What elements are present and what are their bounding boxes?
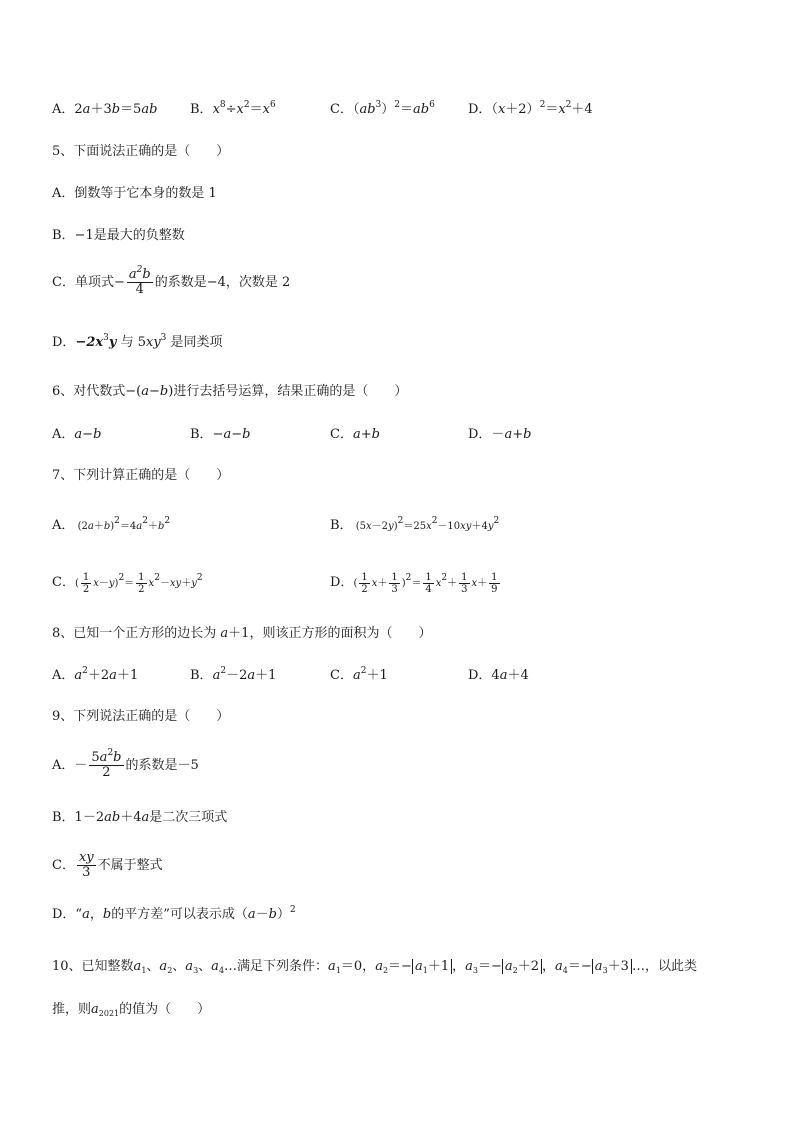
q9-option-a-suffix: 的系数是－5 bbox=[125, 758, 199, 773]
q6-option-d[interactable]: D．－a+b bbox=[468, 427, 532, 442]
q9-option-a[interactable] bbox=[52, 748, 199, 780]
q5-stem: 5、下面说法正确的是（ ） bbox=[52, 144, 230, 159]
q7-option-a[interactable]: A． $(2a+b)^2=4a^2+b^2$ bbox=[52, 516, 171, 533]
q6-option-a[interactable]: A．a−b bbox=[52, 427, 102, 442]
q4-option-a[interactable]: A．2a＋3b＝5ab bbox=[52, 102, 158, 117]
q9-option-c-denominator: 3 bbox=[82, 865, 91, 880]
q5-option-b[interactable]: B．−1是最大的负整数 bbox=[52, 228, 185, 243]
q10-line-1: 10、已知整数$a_1$、$a_2$、$a_3$、$a_4\dots$满足下列条件：$a_1=0$，$a_2=- a_1+1$ ，$a_3=- a_2+2$ ，$a_4=- a_3+3$ …，以此类 bbox=[52, 959, 697, 975]
q9-option-c-suffix: 不属于整式 bbox=[97, 858, 163, 873]
q5-option-c-numerator: $a^2b$ bbox=[128, 265, 151, 282]
q7-option-d[interactable]: D．( $\frac{1}{2}$ x＋ $\frac{1}{3}$ )$^2$＝ $\frac{1}{4}$ $x^2+$ $\frac{1}{3}$ x＋ $\frac{1}{9}$ bbox=[330, 572, 498, 595]
q6-option-b[interactable]: B．−a−b bbox=[190, 427, 251, 442]
q4-option-c[interactable]: C．$(ab^3)^2=ab^6$ bbox=[330, 100, 435, 117]
q9-option-a-prefix: A．－ bbox=[52, 758, 88, 773]
q9-option-d[interactable]: D．“a，b的平方差”可以表示成$(a-b)^2$ bbox=[52, 905, 296, 922]
q5-option-c-suffix: 的系数是−4，次数是 2 bbox=[154, 275, 291, 290]
q9-option-c[interactable] bbox=[52, 851, 163, 880]
q8-option-c[interactable]: C．$a^2+1$ bbox=[330, 666, 388, 683]
q8-option-a[interactable]: A．$a^2+2a+1$ bbox=[52, 666, 139, 683]
q9-stem: 9、下列说法正确的是（ ） bbox=[52, 709, 230, 724]
q9-option-c-numerator: xy bbox=[78, 850, 94, 865]
q9-option-b[interactable]: B．1－2ab＋4a是二次三项式 bbox=[52, 810, 228, 825]
q10-line-2: 推，则$a_{2021}$的值为（ ） bbox=[52, 1002, 211, 1018]
q9-option-c-prefix: C． bbox=[52, 858, 75, 873]
q9-option-c-fraction bbox=[77, 851, 96, 880]
q4-option-d[interactable]: D．$(x+2)^2=x^2+4$ bbox=[468, 100, 593, 117]
q5-option-c-fraction bbox=[127, 265, 153, 297]
q4-option-b[interactable]: B．$x^8\div x^2=x^6$ bbox=[190, 100, 276, 117]
q9-option-a-numerator: $5a^2b$ bbox=[91, 748, 122, 765]
q5-option-d[interactable]: D．$-2x^3y$ 与 $5xy^3$ 是同类项 bbox=[52, 333, 223, 350]
q9-option-a-denominator: 2 bbox=[102, 765, 111, 780]
q6-option-c[interactable]: C．a+b bbox=[330, 427, 380, 442]
q5-option-c-denominator: 4 bbox=[135, 282, 144, 297]
q8-stem: 8、已知一个正方形的边长为 a＋1，则该正方形的面积为（ ） bbox=[52, 626, 432, 641]
q9-option-a-fraction bbox=[89, 748, 123, 780]
q8-option-b[interactable]: B．$a^2-2a+1$ bbox=[190, 666, 277, 683]
q7-stem: 7、下列计算正确的是（ ） bbox=[52, 468, 230, 483]
q8-option-d[interactable]: D．4a＋4 bbox=[468, 668, 529, 683]
q5-option-c-prefix: C．单项式 bbox=[52, 275, 114, 290]
q7-option-b[interactable]: B． $(5x-2y)^2=25x^2-10xy+4y^2$ bbox=[330, 516, 500, 533]
q5-option-a[interactable]: A．倒数等于它本身的数是 1 bbox=[52, 186, 217, 201]
q5-option-c[interactable]: C．单项式− $\frac{a^2b}{4}$ 的系数是−4，次数是 2 bbox=[52, 265, 291, 297]
q7-option-c[interactable]: C．( $\frac{1}{2}$ x－y)$^2$＝ $\frac{1}{2}$ $x^2-xy+y^2$ bbox=[52, 572, 203, 595]
q6-stem: 6、对代数式−(a−b)进行去括号运算，结果正确的是（ ） bbox=[52, 384, 408, 399]
